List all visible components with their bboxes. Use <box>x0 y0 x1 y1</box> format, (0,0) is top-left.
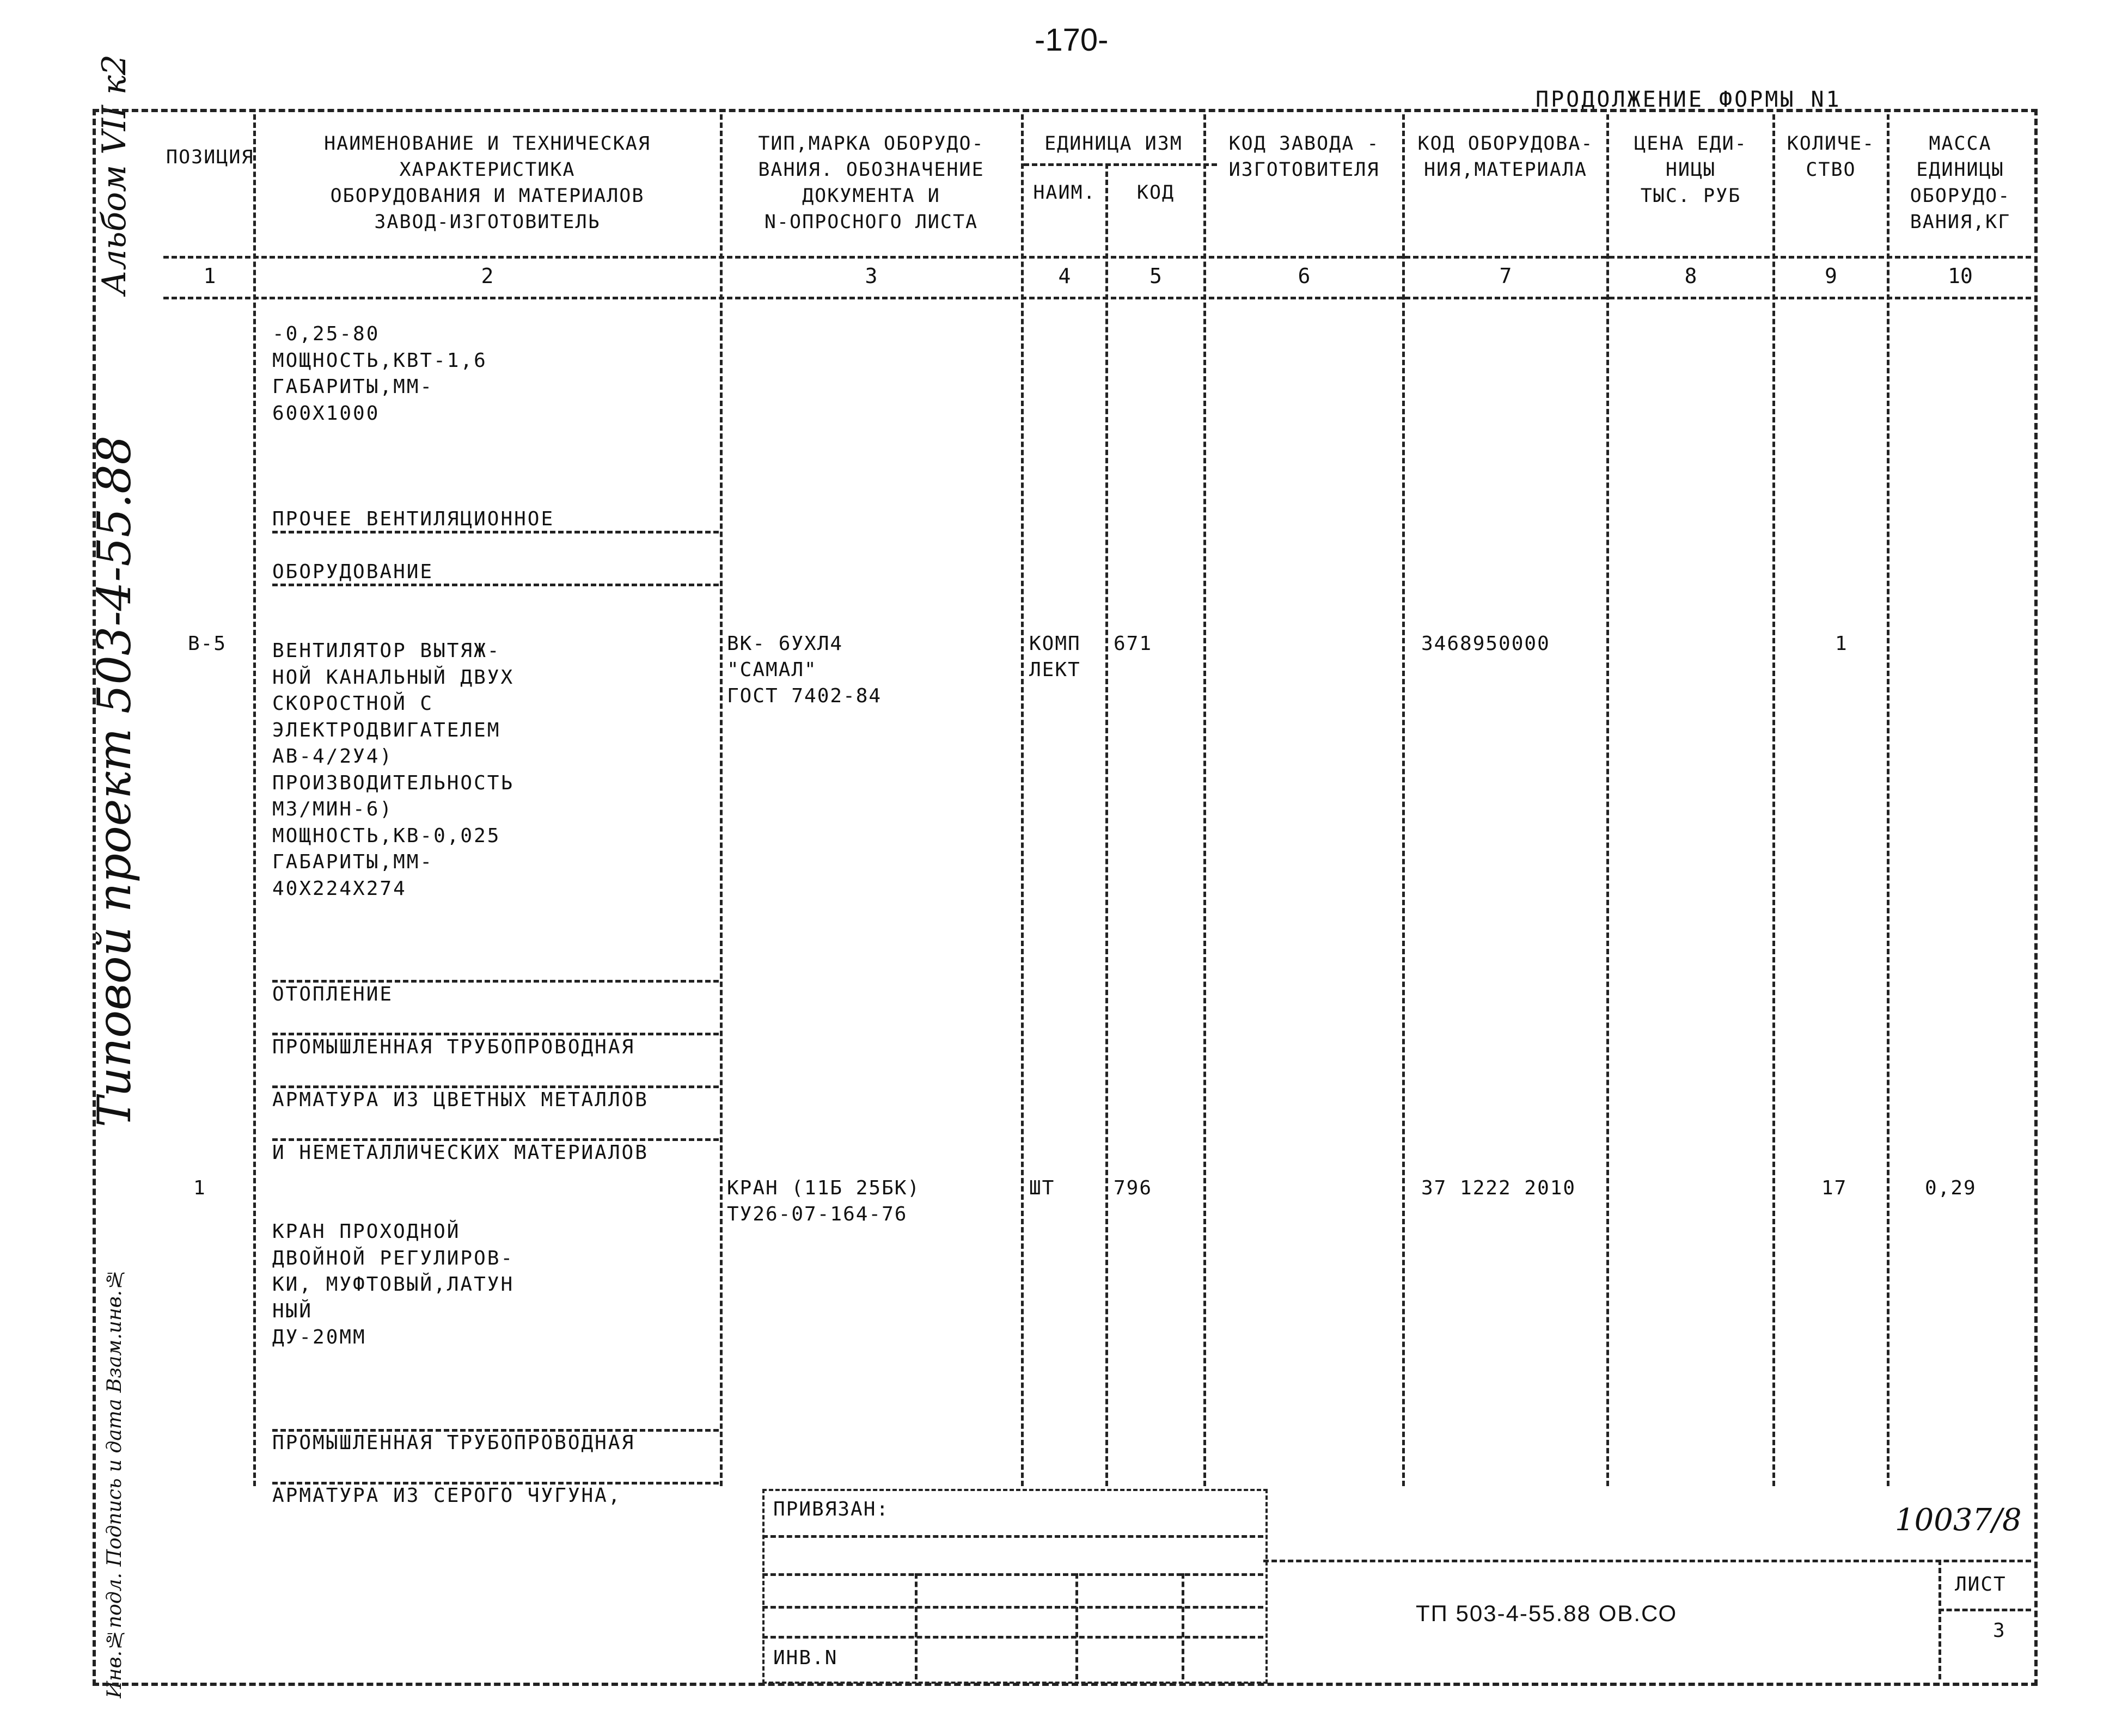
col-divider-8 <box>1772 114 1775 1486</box>
description-line <box>272 902 649 929</box>
description-line: АВ-4/2У4) <box>272 745 394 768</box>
description-line: М3/МИН-6) <box>272 798 394 820</box>
column-number-divider <box>163 297 2031 299</box>
description-line: АРМАТУРА ИЗ ЦВЕТНЫХ МЕТАЛЛОВ <box>272 1088 649 1111</box>
unit-subheader-divider <box>1024 163 1217 166</box>
col-number-1: 1 <box>203 264 216 288</box>
description-line: -0,25-80 <box>272 323 380 345</box>
col-divider-5 <box>1203 114 1206 1486</box>
description-line: СКОРОСТНОЙ С <box>272 692 434 715</box>
col-divider-3 <box>1021 114 1024 1486</box>
description-line: ОТОПЛЕНИЕ <box>272 983 394 1005</box>
header-unit-name: НАИМ. <box>1033 182 1096 204</box>
description-line <box>272 1457 649 1483</box>
row-unit: КОМП <box>1029 633 1081 655</box>
description-line <box>272 585 649 612</box>
approval-rule <box>762 1535 1263 1538</box>
col-divider-2 <box>720 114 723 1486</box>
row-equipment-code: 37 1222 2010 <box>1421 1177 1576 1199</box>
description-line: И НЕМЕТАЛЛИЧЕСКИХ МАТЕРИАЛОВ <box>272 1141 649 1164</box>
description-line: 40Х224Х274 <box>272 877 407 900</box>
col-divider-4 <box>1105 163 1108 1486</box>
description-line <box>272 1008 649 1034</box>
row-quantity: 17 <box>1821 1177 1848 1199</box>
continuation-label: ПРОДОЛЖЕНИЕ ФОРМЫ N1 <box>1536 87 1842 112</box>
description-line: ПРОЧЕЕ ВЕНТИЛЯЦИОННОЕ <box>272 507 555 530</box>
header-quantity: КОЛИЧЕ- СТВО <box>1787 133 1875 181</box>
col-number-6: 6 <box>1298 264 1311 288</box>
description-line: МОЩНОСТЬ,КВТ-1,6 <box>272 349 487 372</box>
description-line: ВЕНТИЛЯТОР ВЫТЯЖ- <box>272 640 501 662</box>
approval-rule <box>762 1636 1263 1639</box>
description-line: ОБОРУДОВАНИЕ <box>272 560 434 583</box>
col-number-9: 9 <box>1825 264 1837 288</box>
description-line: ПРОМЫШЛЕННАЯ ТРУБОПРОВОДНАЯ <box>272 1035 635 1058</box>
header-price: ЦЕНА ЕДИ- НИЦЫ ТЫС. РУБ <box>1634 133 1747 207</box>
description-line: АРМАТУРА ИЗ СЕРОГО ЧУГУНА, <box>272 1485 622 1507</box>
approval-col <box>1075 1573 1078 1679</box>
section-rule <box>272 531 719 533</box>
linked-label: ПРИВЯЗАН: <box>773 1498 890 1520</box>
row-type-2: ТУ26-07-164-76 <box>727 1203 908 1225</box>
description-line: КРАН ПРОХОДНОЙ <box>272 1220 461 1243</box>
description-line <box>272 955 649 982</box>
section-rule <box>272 980 719 983</box>
header-unit-code: КОД <box>1136 182 1175 204</box>
col-divider-7 <box>1606 114 1609 1486</box>
section-rule <box>272 1482 719 1485</box>
description-line <box>272 1193 649 1219</box>
description-line: МОЩНОСТЬ,КВ-0,025 <box>272 824 501 847</box>
row-type: КРАН (11Б 25БК) <box>727 1177 921 1199</box>
sheet-number: 3 <box>1993 1620 2006 1642</box>
description-line: НОЙ КАНАЛЬНЫЙ ДВУХ <box>272 666 515 689</box>
section-rule <box>272 1138 719 1141</box>
titleblock-rule <box>1263 1560 2031 1562</box>
document-number: 10037/8 <box>1895 1502 2022 1538</box>
description-line: 600Х1000 <box>272 402 380 425</box>
stamp-label: Инв.№подл. Подпись и дата Взам.инв.№ <box>103 1268 126 1698</box>
col-number-2: 2 <box>481 264 494 288</box>
project-code: ТП 503-4-55.88 ОВ.СО <box>1416 1600 1678 1626</box>
description-line <box>272 1351 649 1378</box>
description-line: КИ, МУФТОВЫЙ,ЛАТУН <box>272 1273 515 1296</box>
album-label: Альбом VII к2 <box>95 54 133 295</box>
inventory-label: ИНВ.N <box>773 1647 838 1669</box>
col-number-10: 10 <box>1948 264 1973 288</box>
row-unit: ШТ <box>1029 1177 1055 1199</box>
col-number-3: 3 <box>865 264 878 288</box>
row-type-2: "САМАЛ" <box>727 659 817 681</box>
description-line <box>272 1166 649 1193</box>
col-number-8: 8 <box>1684 264 1697 288</box>
header-factory-code: КОД ЗАВОДА - ИЗГОТОВИТЕЛЯ <box>1228 133 1380 181</box>
titleblock-rule <box>1938 1609 2031 1611</box>
col-number-7: 7 <box>1499 264 1512 288</box>
page-number: -170- <box>1035 22 1109 58</box>
row-unit-code: 671 <box>1114 633 1153 655</box>
description-line <box>272 453 649 480</box>
description-line <box>272 612 649 639</box>
col-divider-1 <box>253 114 256 1486</box>
row-equipment-code: 3468950000 <box>1421 633 1550 655</box>
project-label: Типовой проект 503-4-55.88 <box>88 435 141 1127</box>
col-divider-6 <box>1402 114 1405 1486</box>
header-mass: МАССА ЕДИНИЦЫ ОБОРУДО- ВАНИЯ,КГ <box>1910 133 2011 233</box>
description-line <box>272 427 649 453</box>
row-mass: 0,29 <box>1925 1177 1977 1199</box>
description-line <box>272 1060 649 1087</box>
header-divider <box>163 256 2031 259</box>
titleblock-col <box>1938 1560 1941 1679</box>
header-equipment-code: КОД ОБОРУДОВА- НИЯ,МАТЕРИАЛА <box>1417 133 1594 181</box>
col-number-4: 4 <box>1058 264 1071 288</box>
description-line: НЫЙ <box>272 1299 313 1322</box>
row-position: 1 <box>193 1177 206 1199</box>
row-unit-2: ЛЕКТ <box>1029 659 1081 681</box>
description-line <box>272 1404 649 1431</box>
header-unit: ЕДИНИЦА ИЗМ <box>1044 133 1183 155</box>
row-position: В-5 <box>188 633 227 655</box>
row-type-3: ГОСТ 7402-84 <box>727 685 882 707</box>
row-unit-code: 796 <box>1114 1177 1153 1199</box>
section-rule <box>272 1033 719 1035</box>
description-line <box>272 929 649 955</box>
description-line <box>272 532 649 559</box>
col-divider-9 <box>1887 114 1889 1486</box>
description-line: ДВОЙНОЙ РЕГУЛИРОВ- <box>272 1247 515 1269</box>
description-line <box>272 1377 649 1404</box>
description-line: ПРОИЗВОДИТЕЛЬНОСТЬ <box>272 771 515 794</box>
section-rule <box>272 584 719 586</box>
header-type: ТИП,МАРКА ОБОРУДО- ВАНИЯ. ОБОЗНАЧЕНИЕ ДОКУМЕНТА И N-ОПРОСНОГО ЛИСТА <box>758 133 984 233</box>
approval-rule <box>762 1573 1263 1576</box>
description-line: ЭЛЕКТРОДВИГАТЕЛЕМ <box>272 719 501 741</box>
description-line: ДУ-20ММ <box>272 1326 366 1348</box>
header-name: НАИМЕНОВАНИЕ И ТЕХНИЧЕСКАЯ ХАРАКТЕРИСТИКА ОБОРУДОВАНИЯ И МАТЕРИАЛОВ ЗАВОД-ИЗГОТОВИТЕЛЬ <box>324 133 651 233</box>
description-line: ГАБАРИТЫ,ММ- <box>272 376 434 398</box>
approval-col <box>915 1573 918 1679</box>
section-rule <box>272 1085 719 1088</box>
section-rule <box>272 1429 719 1432</box>
description-line <box>272 1113 649 1140</box>
sheet-label: ЛИСТ <box>1955 1573 2007 1596</box>
row-quantity: 1 <box>1835 633 1848 655</box>
approval-rule <box>762 1606 1263 1609</box>
row-type: ВК- 6УХЛ4 <box>727 633 843 655</box>
description-line: ПРОМЫШЛЕННАЯ ТРУБОПРОВОДНАЯ <box>272 1432 635 1454</box>
description-column <box>272 321 649 1510</box>
header-position: ПОЗИЦИЯ <box>166 146 254 168</box>
description-line: ГАБАРИТЫ,ММ- <box>272 851 434 873</box>
approval-col <box>1182 1573 1184 1679</box>
col-number-5: 5 <box>1149 264 1162 288</box>
description-line <box>272 480 649 506</box>
